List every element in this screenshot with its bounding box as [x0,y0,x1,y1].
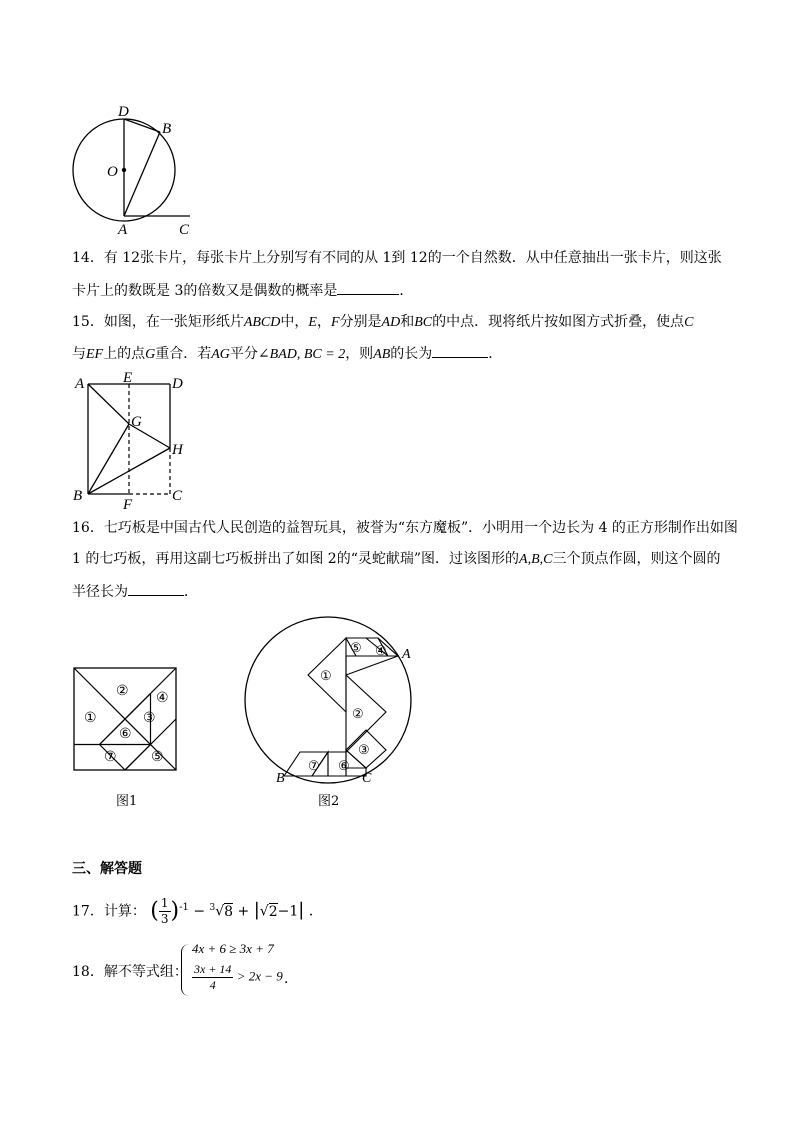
svg-text:⑤: ⑤ [350,640,362,655]
circle-tangent-figure [60,100,210,240]
svg-text:C: C [362,771,372,786]
q16-line1: 16．七巧板是中国古代人民创造的益智玩具，被誉为“东方魔板”．小明用一个边长为 4 的正方形制作出如图 [72,520,738,536]
q15-line2: 与EF上的点G重合．若AG平分∠BAD, BC = 2，则AB的长为 ． [72,343,502,365]
inequality-2: $\frac{3x + 14}{4}$ > 2x − 9 [194,962,283,992]
label-a: A [118,222,128,238]
svg-text:A: A [402,647,411,662]
svg-text:②: ② [352,706,364,721]
section-heading: 三、解答题 [72,861,142,877]
label-c: C [179,222,190,238]
svg-text:③: ③ [143,711,156,726]
svg-text:B: B [276,771,285,786]
q14-line1: 14．有 12张卡片，每张卡片上分别写有不同的从 1到 12的一个自然数．从中任意抽出一张卡片，则这张 [72,250,722,266]
svg-text:⑦: ⑦ [308,758,320,773]
svg-text:①: ① [320,668,332,683]
svg-text:⑥: ⑥ [338,758,350,773]
svg-text:②: ② [116,684,129,699]
inequality-1: 4x + 6 ≥ 3x + 7 [192,941,274,956]
tangram-figure-2 [236,612,426,788]
folded-rectangle-figure [68,370,198,510]
svg-text:C: C [172,488,183,504]
svg-text:④: ④ [375,643,387,658]
expression: ( $\frac{1}{3}$ )$^{-1}$ − $^3$√8 + |√2−1| [150,896,305,927]
svg-text:B: B [73,488,83,504]
q18-prefix: 18．解不等式组： [72,964,188,980]
answer-blank [337,280,399,295]
svg-text:A: A [75,376,85,392]
chord-ab [124,132,160,216]
label-d: D [118,104,129,120]
svg-text:⑥: ⑥ [119,727,132,742]
svg-text:F: F [123,497,133,510]
tangram-figure-1 [72,666,178,772]
figure-2-caption: 图2 [318,794,340,809]
center-point [122,168,126,172]
q17-line: 17．计算： ( $\frac{1}{3}$ )$^{-1}$ − $^3$√8 + |√2−1| ． [72,896,323,927]
q18-end: ． [284,971,298,987]
q16-line3: 半径长为 ． [72,581,198,602]
q14-line2: 卡片上的数既是 3的倍数又是偶数的概率是 ． [72,280,413,301]
svg-text:①: ① [84,711,97,726]
q15-line1: 15．如图，在一张矩形纸片ABCD中，E，F分别是AD和BC的中点．现将纸片按如图方式折叠，使点C [72,314,694,330]
svg-text:H: H [172,442,183,458]
brace [181,944,190,996]
svg-text:⑦: ⑦ [104,750,117,765]
chord-db [124,119,160,132]
svg-text:④: ④ [156,691,169,706]
label-b: B [162,121,172,137]
svg-text:③: ③ [358,742,370,757]
answer-blank [432,343,488,358]
label-o: O [107,164,118,180]
answer-blank [128,581,184,596]
svg-text:D: D [172,376,183,392]
svg-text:E: E [123,370,133,386]
svg-text:G: G [131,414,142,430]
figure-1-caption: 图1 [116,794,138,809]
q16-line2: 1 的七巧板，再用这副七巧板拼出了如图 2的“灵蛇献瑞”图．过该图形的A,B,C三个顶点作圆，则这个圆的 [72,551,721,567]
svg-text:⑤: ⑤ [151,750,164,765]
